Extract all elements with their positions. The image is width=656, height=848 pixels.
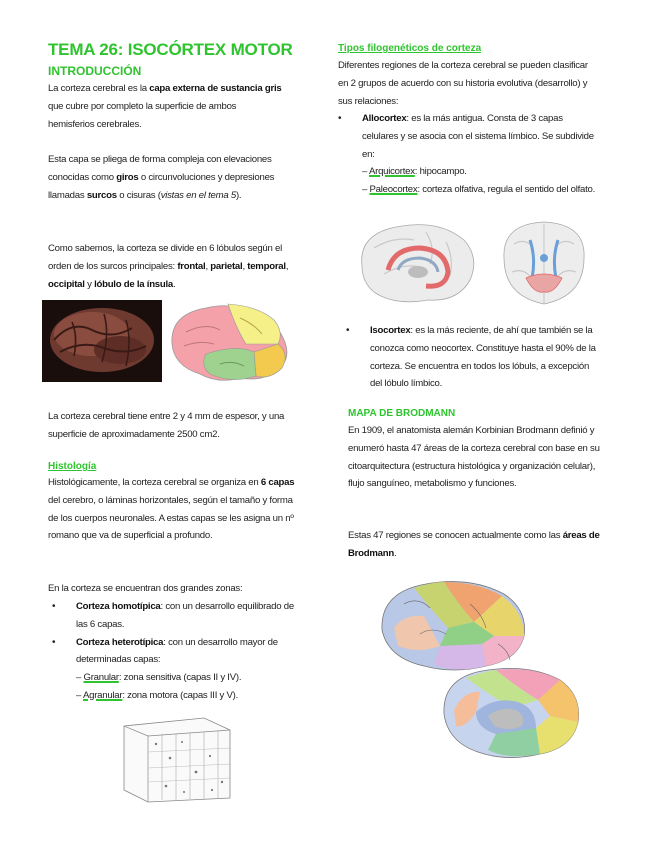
list-item: – Paleocortex: corteza olfativa, regula el sentido del olfato. <box>362 184 596 196</box>
limbic-sagittal-diagram <box>354 218 482 308</box>
list-item: • Isocortex: es la más reciente, de ahí que también se la conozca como neocortex. Constituye hasta el 90% de la corteza. Se encuentra en todos los lóbuls, a excepción del lóbulo límbico. <box>346 325 596 390</box>
intro-heading: INTRODUCCIÓN <box>48 64 142 78</box>
intro-paragraph-1: La corteza cerebral es la capa externa de sustancia gris que cubre por completo la superficie de ambos hemisferios cerebrales. <box>48 83 282 130</box>
isocortex-list <box>346 322 600 393</box>
brodmann-medial-map <box>436 660 586 766</box>
brodmann-paragraph-1: En 1909, el anatomista alemán Korbinian Brodmann definió y enumeró hasta 47 áreas de la corteza cerebral con base en su citoarquitectura (estructura histológica y organización celular), flujo sanguíneo, metabolismo y funciones. <box>348 425 600 490</box>
thickness-paragraph: La corteza cerebral tiene entre 2 y 4 mm de espesor, y una superficie de aproximadamente 2500 cm2. <box>48 411 285 440</box>
list-item: – Granular: zona sensitiva (capas II y IV). <box>76 672 242 684</box>
limbic-basal-diagram <box>496 218 592 308</box>
list-item: • Corteza homotípica: con un desarrollo equilibrado de las 6 capas. <box>52 601 294 630</box>
allocortex-list <box>338 110 600 199</box>
tipos-heading: Tipos filogenéticos de corteza <box>338 43 482 54</box>
brodmann-heading: MAPA DE BRODMANN <box>348 408 456 419</box>
list-item: • Corteza heterotípica: con un desarrollo mayor de determinadas capas: <box>52 636 278 666</box>
list-item: • Allocortex: es la más antigua. Consta de 3 capas celulares y se asocia con el sistema límbico. Se subdivide en: <box>338 113 594 160</box>
cortex-layers-sketch <box>118 712 236 804</box>
zones-paragraph: En la corteza se encuentran dos grandes zonas: <box>48 583 243 594</box>
brain-lobes-diagram <box>166 300 294 384</box>
zones-list <box>52 598 298 705</box>
brain-photo <box>42 300 162 382</box>
list-item: – Agranular: zona motora (capas III y V). <box>76 689 239 701</box>
histology-paragraph: Histológicamente, la corteza cerebral se organiza en 6 capas del cerebro, o láminas horizontales, según el tamaño y forma de los cuerpos neuronales. A estas capas se les asigna un nº romano que va de superficial a profundo. <box>48 477 295 542</box>
intro-paragraph-3: Como sabemos, la corteza se divide en 6 lóbulos según el orden de los surcos principales: frontal, parietal, temporal, occipital y lóbulo de la ínsula. <box>48 243 289 290</box>
page-title: TEMA 26: ISOCÓRTEX MOTOR <box>48 40 293 59</box>
intro-paragraph-2: Esta capa se pliega de forma compleja con elevaciones conocidas como giros o circunvoluciones y depresiones llamadas surcos o cisuras (vistas en el tema 5). <box>48 154 275 201</box>
tipos-paragraph: Diferentes regiones de la corteza cerebral se pueden clasificar en 2 grupos de acuerdo con su historia evolutiva (desarrollo) y sus relaciones: <box>338 60 588 107</box>
list-item: – Arquicortex: hipocampo. <box>362 166 467 178</box>
histology-heading: Histología <box>48 461 97 472</box>
brodmann-paragraph-2: Estas 47 regiones se conocen actualmente como las áreas de Brodmann. <box>348 530 600 559</box>
